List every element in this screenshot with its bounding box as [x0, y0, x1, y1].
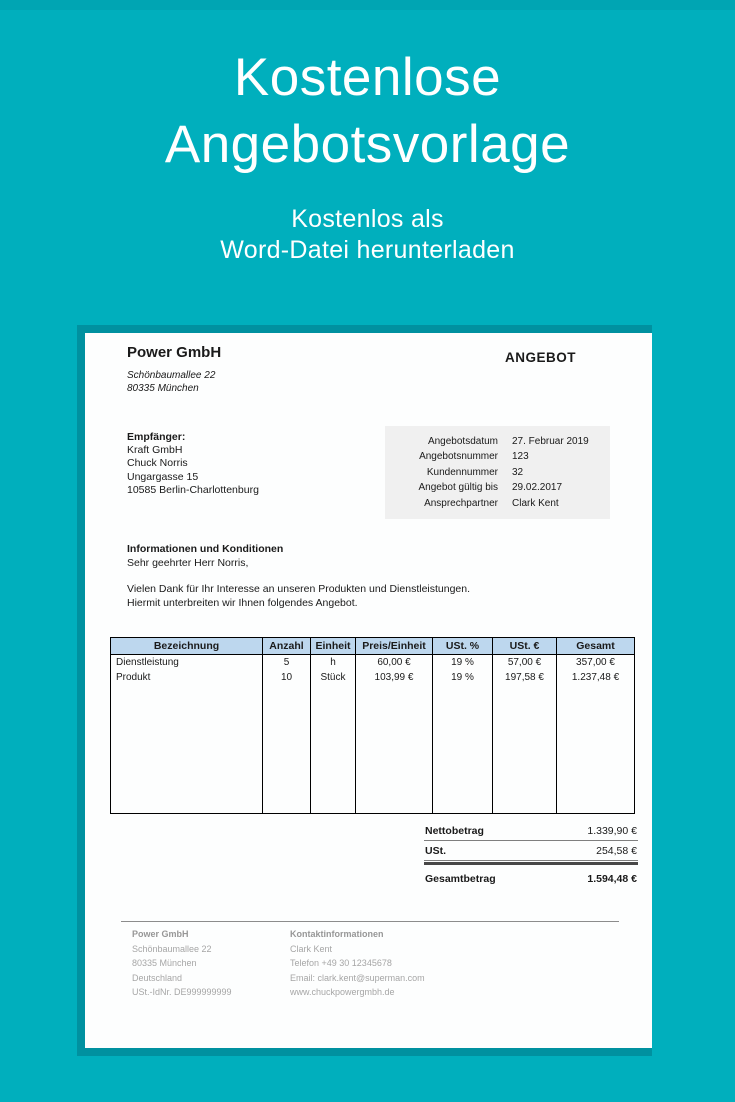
intro-body: [127, 583, 470, 610]
meta-label: Angebotsnummer: [419, 451, 498, 463]
recipient-label: Empfänger:: [127, 431, 186, 443]
table-header-row: [111, 638, 635, 655]
footer-contact-name: Clark Kent: [290, 943, 333, 954]
hero-subtitle-line1: Kostenlos als: [291, 205, 444, 233]
table-row: [111, 670, 635, 685]
cell-unit-price: 103,99 €: [356, 670, 433, 685]
meta-label: Kundennummer: [426, 466, 498, 478]
meta-row: [385, 465, 610, 480]
footer-vat-id: USt.-IdNr. DE999999999: [132, 987, 232, 997]
footer-company-country: Deutschland: [132, 972, 183, 983]
cell-vat-percent: 19 %: [433, 670, 493, 685]
footer-company-column: [132, 927, 232, 1000]
company-address: [127, 369, 215, 395]
conditions-heading: Informationen und Konditionen: [127, 543, 284, 555]
meta-value: 29.02.2017: [512, 482, 563, 494]
cell-unit: h: [311, 655, 356, 671]
meta-label: Angebotsdatum: [427, 436, 498, 447]
meta-value: 123: [512, 451, 529, 463]
grand-total-row: [424, 865, 638, 888]
offer-document: [85, 333, 652, 1048]
footer-company-street: Schönbaumallee 22: [132, 943, 212, 954]
table-empty-space: [111, 685, 635, 814]
footer-contact-column: [290, 927, 425, 1000]
vat-total-row: [424, 841, 638, 861]
meta-row: [385, 434, 610, 449]
document-type-label: ANGEBOT: [505, 350, 576, 365]
meta-value: 27. Februar 2019: [512, 436, 589, 447]
cell-vat-amount: 197,58 €: [493, 670, 557, 685]
cell-unit: Stück: [311, 670, 356, 685]
table-row: [111, 655, 635, 671]
cell-unit-price: 60,00 €: [356, 655, 433, 671]
meta-row: [385, 480, 610, 495]
line-items-table: [110, 637, 635, 814]
recipient-line: 10585 Berlin-Charlottenburg: [127, 483, 259, 496]
footer-email: Email: clark.kent@superman.com: [290, 972, 425, 983]
column-header: USt. €: [493, 638, 557, 655]
column-header: USt. %: [433, 638, 493, 655]
vat-total-value: 254,58 €: [596, 845, 637, 857]
meta-row: [385, 449, 610, 464]
grand-total-value: 1.594,48 €: [587, 873, 637, 885]
cell-quantity: 10: [263, 670, 311, 685]
column-header: Anzahl: [263, 638, 311, 655]
cell-quantity: 5: [263, 655, 311, 671]
column-header: Einheit: [311, 638, 356, 655]
company-name: Power GmbH: [127, 344, 222, 361]
column-header: Bezeichnung: [111, 638, 263, 655]
column-header: Gesamt: [557, 638, 635, 655]
column-header: Preis/Einheit: [356, 638, 433, 655]
offer-meta-box: [385, 426, 610, 519]
recipient-line: Ungargasse 15: [127, 470, 199, 483]
footer-contact-heading: Kontaktinformationen: [290, 929, 384, 939]
greeting-line: Sehr geehrter Herr Norris,: [127, 556, 249, 569]
intro-body-line: Hiermit unterbreiten wir Ihnen folgendes Angebot.: [127, 596, 358, 609]
meta-value: Clark Kent: [512, 497, 559, 509]
recipient-block: [127, 431, 259, 497]
cell-total: 1.237,48 €: [557, 670, 635, 685]
company-address-line: Schönbaumallee 22: [127, 370, 216, 381]
footer-divider: [121, 921, 619, 922]
cell-description: Produkt: [111, 670, 263, 685]
meta-label: Angebot gültig bis: [418, 482, 498, 494]
top-accent-strip: [0, 0, 735, 10]
hero-subtitle: [0, 204, 735, 266]
totals-block: [424, 821, 638, 888]
meta-row: [385, 496, 610, 511]
footer-company-name: Power GmbH: [132, 929, 189, 939]
cell-vat-percent: 19 %: [433, 655, 493, 671]
footer-phone: Telefon +49 30 12345678: [290, 958, 392, 968]
intro-body-line: Vielen Dank für Ihr Interesse an unseren Produkten und Dienstleistungen.: [127, 583, 471, 595]
hero-title: [0, 44, 735, 178]
footer-website: www.chuckpowergmbh.de: [290, 987, 395, 997]
hero-subtitle-line2: Word-Datei herunterladen: [220, 236, 515, 264]
meta-value: 32: [512, 466, 524, 478]
intro-heading-block: [127, 543, 283, 570]
recipient-line: Kraft GmbH: [127, 444, 183, 457]
net-total-row: [424, 821, 638, 841]
hero-title-line1: Kostenlose: [233, 48, 502, 107]
cell-description: Dienstleistung: [111, 655, 263, 671]
vat-total-label: USt.: [425, 845, 446, 857]
recipient-line: Chuck Norris: [127, 457, 188, 470]
hero-title-line2: Angebotsvorlage: [164, 115, 571, 174]
cell-total: 357,00 €: [557, 655, 635, 671]
footer-company-city: 80335 München: [132, 958, 197, 968]
grand-total-label: Gesamtbetrag: [425, 873, 496, 885]
net-total-label: Nettobetrag: [425, 825, 484, 837]
meta-label: Ansprechpartner: [424, 497, 498, 509]
company-address-line: 80335 München: [127, 383, 199, 394]
cell-vat-amount: 57,00 €: [493, 655, 557, 671]
net-total-value: 1.339,90 €: [587, 825, 637, 837]
